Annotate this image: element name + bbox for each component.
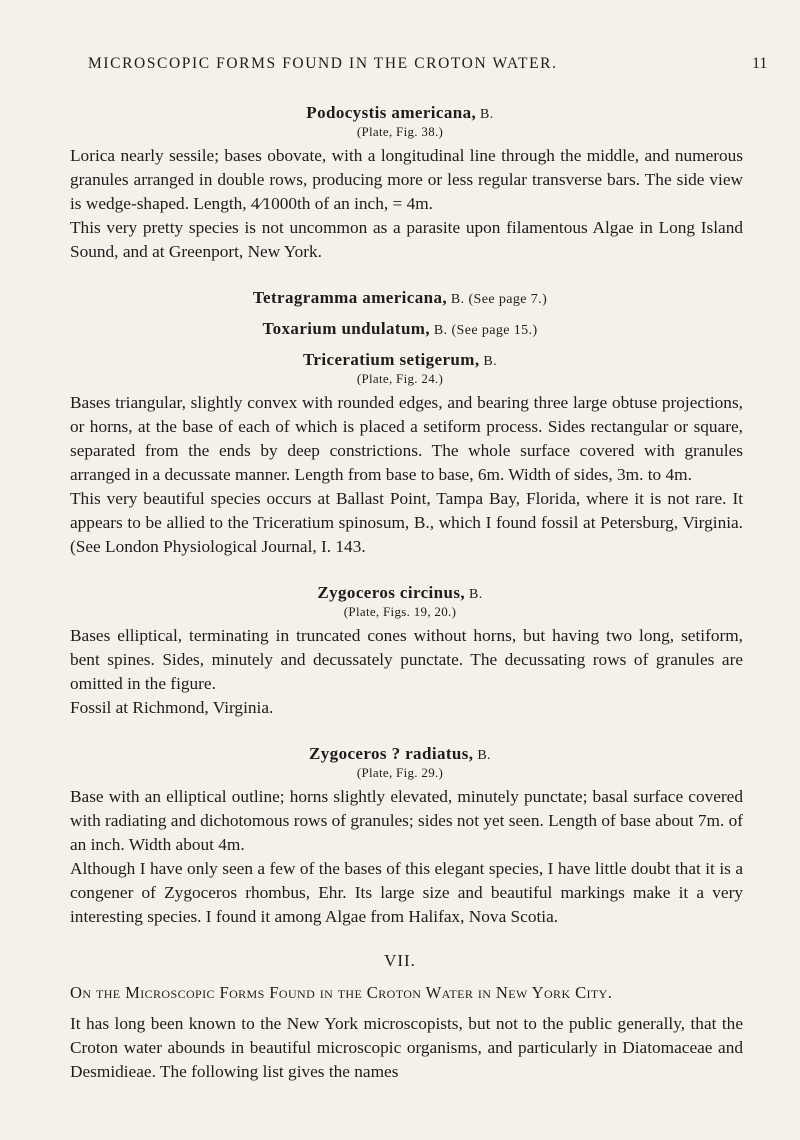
species-remark: This very beautiful species occurs at Ballast Point, Tampa Bay, Florida, where it is not rare. It appears to be allied to the Triceratium spinosum, B., which I found fossil at Petersburg, Virginia. (See London Physiological Journal, I. 143. (70, 489, 743, 556)
species-heading (0, 583, 800, 603)
species-name: Tetragramma americana, (252, 288, 448, 307)
species-author: B. (447, 292, 465, 307)
section-paragraph: It has long been known to the New York microscopists, but not to the public generally, that the Croton water abounds in beautiful microscopic organisms, and particularly in Diatomaceae and Desmidieae. The following list gives the names (70, 1014, 743, 1081)
page-cross-reference: (See page 15.) (447, 323, 538, 338)
species-heading (0, 319, 800, 339)
species-author: B. (430, 323, 448, 338)
species-heading (0, 350, 800, 370)
species-description: Base with an elliptical outline; horns slightly elevated, minutely punctate; basal surface covered with radiating and dichotomous rows of granules; sides not yet seen. Length of base about 7m. of an inch. Width about 4m. (70, 787, 743, 854)
species-description: Bases elliptical, terminating in truncated cones without horns, but having two long, setiform, bent spines. Sides, minutely and decussately punctate. The decussating rows of granules are omitted in the figure. (70, 626, 743, 693)
species-remark: This very pretty species is not uncommon as a parasite upon filamentous Algae in Long Island Sound, and at Greenport, New York. (70, 218, 743, 261)
plate-reference: (Plate, Fig. 24.) (356, 371, 444, 386)
plate-reference: (Plate, Fig. 38.) (356, 124, 444, 139)
section-number: VII. (384, 951, 416, 970)
plate-reference: (Plate, Figs. 19, 20.) (343, 604, 457, 619)
species-name: Zygoceros circinus, (317, 583, 466, 602)
species-heading (0, 744, 800, 764)
species-remark: Fossil at Richmond, Virginia. (70, 698, 274, 717)
species-heading (0, 288, 800, 308)
species-description: Lorica nearly sessile; bases obovate, with a longitudinal line through the middle, and numerous granules arranged in double rows, producing more or less regular transverse bars. The side view is wedge-shaped. Length, 4⁄1000th of an inch, = 4m. (70, 146, 743, 213)
species-author: B. (473, 748, 491, 763)
section-title: On the Microscopic Forms Found in the Croton Water in New York City. (70, 983, 613, 1002)
species-name: Podocystis americana, (306, 103, 477, 122)
page-number: 11 (752, 55, 768, 72)
species-author: B. (476, 107, 494, 122)
species-heading (0, 103, 800, 123)
running-title: MICROSCOPIC FORMS FOUND IN THE CROTON WATER. (88, 55, 558, 72)
page-cross-reference: (See page 7.) (464, 292, 548, 307)
species-name: Zygoceros ? radiatus, (309, 744, 474, 763)
species-description: Bases triangular, slightly convex with rounded edges, and bearing three large obtuse projections, or horns, at the base of each of which is placed a setiform process. Sides rectangular or square, separated from the ends by deep constrictions. The whole surface covered with granules arranged in a decussate manner. Length from base to base, 6m. Width of sides, 3m. to 4m. (70, 393, 743, 484)
species-name: Triceratium setigerum, (302, 350, 480, 369)
species-name: Toxarium undulatum, (262, 319, 431, 338)
page-body (0, 103, 800, 1084)
species-remark: Although I have only seen a few of the bases of this elegant species, I have little doubt that it is a congener of Zygoceros rhombus, Ehr. Its large size and beautiful markings make it a very interesting species. I found it among Algae from Halifax, Nova Scotia. (70, 859, 743, 926)
plate-reference: (Plate, Fig. 29.) (356, 765, 444, 780)
species-author: B. (479, 354, 498, 369)
species-author: B. (465, 587, 483, 602)
